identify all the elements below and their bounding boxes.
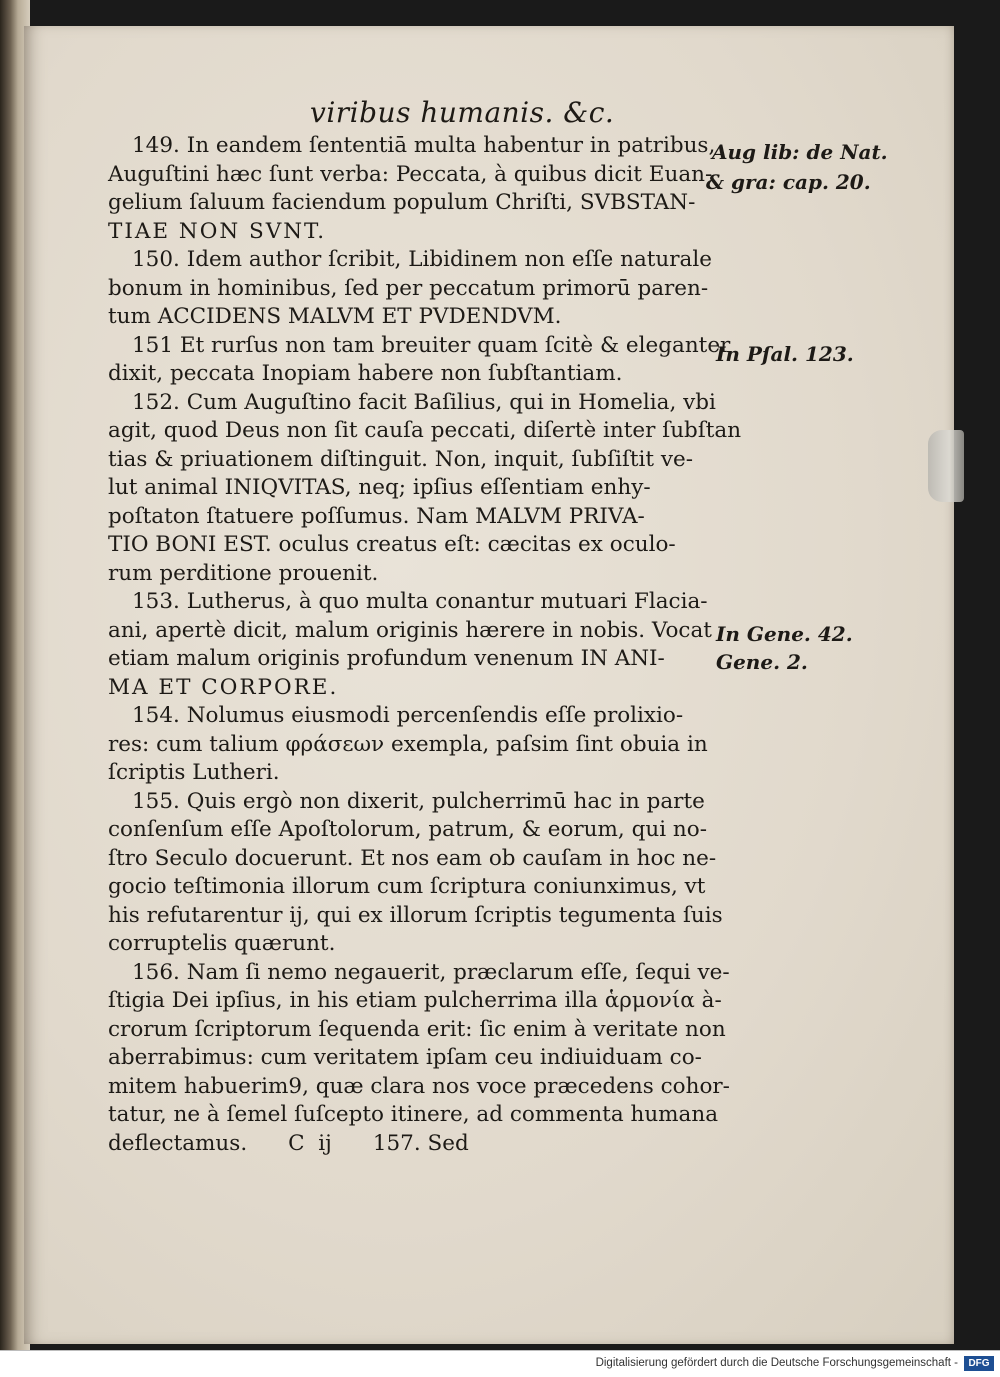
margin-note: Gene. 2.	[716, 650, 808, 674]
text-line: TIO BONI EST. oculus creatus eſt: cæcitas ex oculo-	[108, 532, 676, 557]
margin-note: In Pſal. 123.	[716, 342, 854, 366]
text-line: etiam malum originis profundum venenum IN ANI-	[108, 646, 665, 671]
text-line: TIAE NON SVNT.	[108, 218, 327, 244]
text-line: poſtaton ſtatuere poſſumus. Nam MALVM PRIVA-	[108, 503, 645, 529]
running-head: viribus humanis. &c.	[310, 96, 615, 129]
text-line: agit, quod Deus non ſit cauſa peccati, diſertè inter ſubſtan	[108, 418, 742, 443]
text-line: MA ET CORPORE.	[108, 674, 339, 700]
dfg-logo: DFG	[964, 1356, 994, 1371]
text-line: deflectamus. C ij 157. Sed	[108, 1130, 469, 1156]
footer-bar	[0, 1350, 1000, 1377]
text-line: tatur, ne à ſemel ſuſcepto itinere, ad commenta humana	[108, 1102, 719, 1127]
text-line: res: cum talium φράσεων exempla, paſsim ſint obuia in	[108, 731, 708, 757]
text-line: ani, apertè dicit, malum originis hærere in nobis. Vocat	[108, 617, 712, 643]
text-line: his refutarentur ij, qui ex illorum ſcriptis tegumenta ſuis	[108, 902, 723, 928]
text-line: mitem habuerim9, quæ clara nos voce præcedens cohor-	[108, 1073, 730, 1099]
text-line: ſtigia Dei ipſius, in his etiam pulcherrima illa ἁρμονία à-	[108, 988, 722, 1013]
text-line: gelium ſaluum faciendum populum Chriſti, SVBSTAN-	[108, 190, 696, 215]
text-line: lut animal INIQVITAS, neq; ipſius eſſentiam enhy-	[108, 475, 651, 500]
text-line: 154. Nolumus eiusmodi percenſendis eſſe prolixio-	[132, 703, 684, 728]
text-line: dixit, peccata Inopiam habere non ſubſtantiam.	[108, 361, 623, 386]
page-clip	[928, 430, 964, 502]
margin-note: Aug lib: de Nat.	[712, 140, 888, 164]
text-line: ſtro Seculo docuerunt. Et nos eam ob cauſam in hoc ne-	[108, 845, 717, 871]
text-line: 156. Nam ſi nemo negauerit, præclarum eſſe, ſequi ve-	[132, 959, 730, 985]
text-line: tias & priuationem diſtinguit. Non, inquit, ſubſiſtit ve-	[108, 446, 694, 472]
text-line: 153. Lutherus, à quo multa conantur mutuari Flacia-	[132, 589, 708, 614]
text-line: gocio teſtimonia illorum cum ſcriptura coniunximus, vt	[108, 874, 706, 899]
text-line: Auguſtini hæc ſunt verba: Peccata, à quibus dicit Euan-	[108, 161, 713, 187]
funding-credit: Digitalisierung gefördert durch die Deutsche Forschungsgemeinschaft -	[595, 1357, 958, 1369]
text-line: conſenſum eſſe Apoſtolorum, patrum, & eorum, qui no-	[108, 817, 707, 842]
margin-note: In Gene. 42.	[716, 622, 853, 646]
text-line: crorum ſcriptorum ſequenda erit: ſic enim à veritate non	[108, 1016, 726, 1042]
text-line: 151 Et rurſus non tam breuiter quam ſcitè & eleganter	[132, 332, 731, 358]
text-line: 155. Quis ergò non dixerit, pulcherrimū hac in parte	[132, 788, 705, 814]
text-line: tum ACCIDENS MALVM ET PVDENDVM.	[108, 304, 562, 329]
text-line: aberrabimus: cum veritatem ipſam ceu indiuiduam co-	[108, 1045, 702, 1070]
text-line: 150. Idem author ſcribit, Libidinem non eſſe naturale	[132, 247, 712, 272]
text-line: bonum in hominibus, ſed per peccatum primorū paren-	[108, 275, 709, 301]
text-line: rum perditione prouenit.	[108, 560, 379, 586]
text-line: 149. In eandem ſententiā multa habentur in patribus,	[132, 133, 716, 158]
text-line: ſcriptis Lutheri.	[108, 760, 280, 785]
text-line: 152. Cum Auguſtino facit Baſilius, qui in Homelia, vbi	[132, 389, 716, 415]
body-text	[108, 132, 742, 1158]
text-line: corruptelis quærunt.	[108, 931, 336, 956]
margin-note: & gra: cap. 20.	[706, 170, 871, 194]
